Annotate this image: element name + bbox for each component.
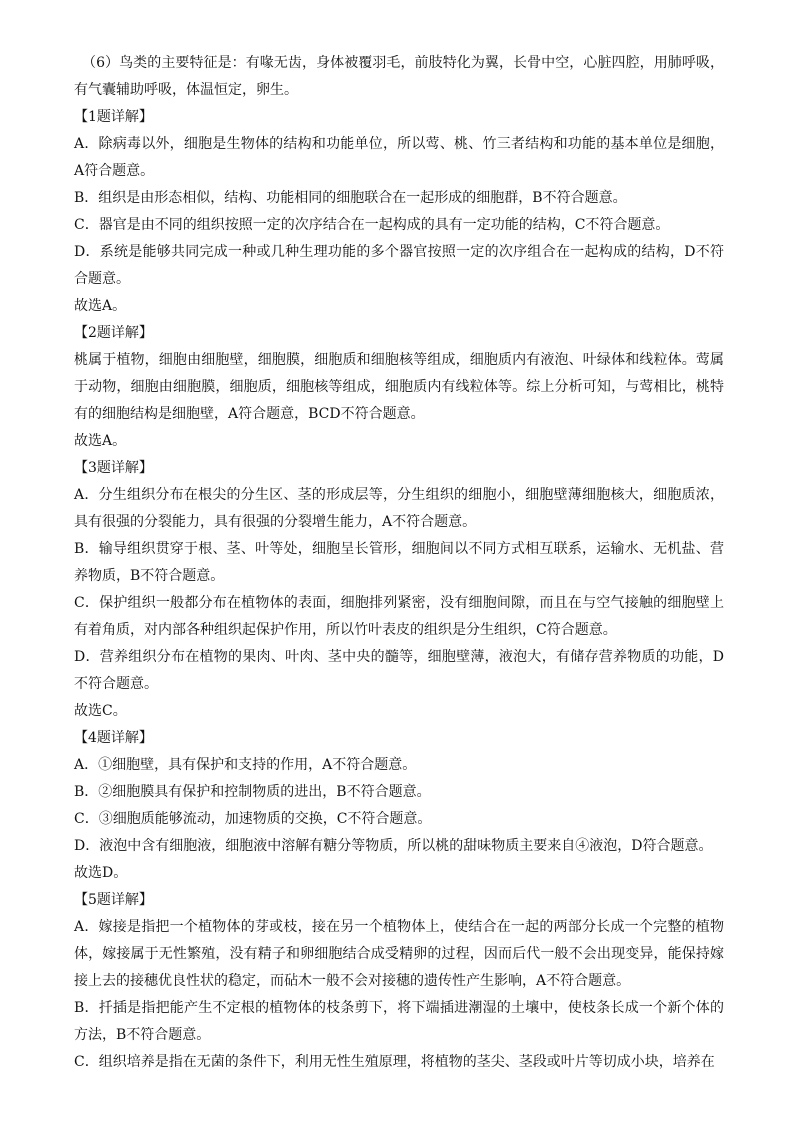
paragraph: A．除病毒以外，细胞是生物体的结构和功能单位，所以莺、桃、竹三者结构和功能的基本单位是细胞，A符合题意。 <box>74 136 724 179</box>
paragraph: 故选D。 <box>74 865 128 881</box>
paragraph: B．扦插是指把能产生不定根的植物体的枝条剪下，将下端插进潮湿的土壤中，使枝条长成一个新个体的方法，B不符合题意。 <box>74 1000 724 1043</box>
section-heading: 【2题详解】 <box>74 325 153 341</box>
paragraph: （6）鸟类的主要特征是：有喙无齿，身体被覆羽毛，前肢特化为翼，长骨中空，心脏四腔，用肺呼吸，有气囊辅助呼吸，体温恒定，卵生。 <box>74 55 724 98</box>
paragraph: C．③细胞质能够流动，加速物质的交换，C不符合题意。 <box>74 811 432 827</box>
paragraph: C．器官是由不同的组织按照一定的次序结合在一起构成的具有一定功能的结构，C不符合题意。 <box>74 217 670 233</box>
document-page <box>74 50 724 1076</box>
paragraph: D．系统是能够共同完成一种或几种生理功能的多个器官按照一定的次序组合在一起构成的结构，D不符合题意。 <box>74 244 724 287</box>
paragraph: B．输导组织贯穿于根、茎、叶等处，细胞呈长管形，细胞间以不同方式相互联系，运输水、无机盐、营养物质，B不符合题意。 <box>74 541 724 584</box>
paragraph: D．液泡中含有细胞液，细胞液中溶解有糖分等物质，所以桃的甜味物质主要来自④液泡，D符合题意。 <box>74 838 713 854</box>
paragraph: 故选A。 <box>74 433 127 449</box>
section-heading: 【4题详解】 <box>74 730 153 746</box>
paragraph: 桃属于植物，细胞由细胞壁，细胞膜，细胞质和细胞核等组成，细胞质内有液泡、叶绿体和线粒体。莺属于动物，细胞由细胞膜，细胞质，细胞核等组成，细胞质内有线粒体等。综上分析可知，与莺相比，桃特有的细胞结构是细胞壁，A符合题意，BCD不符合题意。 <box>74 352 724 422</box>
paragraph: B．组织是由形态相似，结构、功能相同的细胞联合在一起形成的细胞群，B不符合题意。 <box>74 190 627 206</box>
section-heading: 【5题详解】 <box>74 892 153 908</box>
paragraph: 故选A。 <box>74 298 127 314</box>
paragraph: A．分生组织分布在根尖的分生区、茎的形成层等，分生组织的细胞小，细胞壁薄细胞核大，细胞质浓，具有很强的分裂能力，具有很强的分裂增生能力，A不符合题意。 <box>74 487 724 530</box>
paragraph: 故选C。 <box>74 703 127 719</box>
paragraph: C．保护组织一般都分布在植物体的表面，细胞排列紧密，没有细胞间隙，而且在与空气接触的细胞壁上有着角质，对内部各种组织起保护作用，所以竹叶表皮的组织是分生组织，C符合题意。 <box>74 595 724 638</box>
paragraph: D．营养组织分布在植物的果肉、叶肉、茎中央的髓等，细胞壁薄，液泡大，有储存营养物质的功能，D不符合题意。 <box>74 649 724 692</box>
paragraph: A．嫁接是指把一个植物体的芽或枝，接在另一个植物体上，使结合在一起的两部分长成一个完整的植物体，嫁接属于无性繁殖，没有精子和卵细胞结合成受精卵的过程，因而后代一般不会出现变异，能保持嫁接上去的接穗优良性状的稳定，而砧木一般不会对接穗的遗传性产生影响，A不符合题意。 <box>74 919 724 989</box>
section-heading: 【1题详解】 <box>74 109 153 125</box>
paragraph: B．②细胞膜具有保护和控制物质的进出，B不符合题意。 <box>74 784 431 800</box>
paragraph: A．①细胞壁，具有保护和支持的作用，A不符合题意。 <box>74 757 417 773</box>
paragraph: C．组织培养是指在无菌的条件下，利用无性生殖原理，将植物的茎尖、茎段或叶片等切成小块，培养在 <box>74 1054 715 1070</box>
section-heading: 【3题详解】 <box>74 460 153 476</box>
